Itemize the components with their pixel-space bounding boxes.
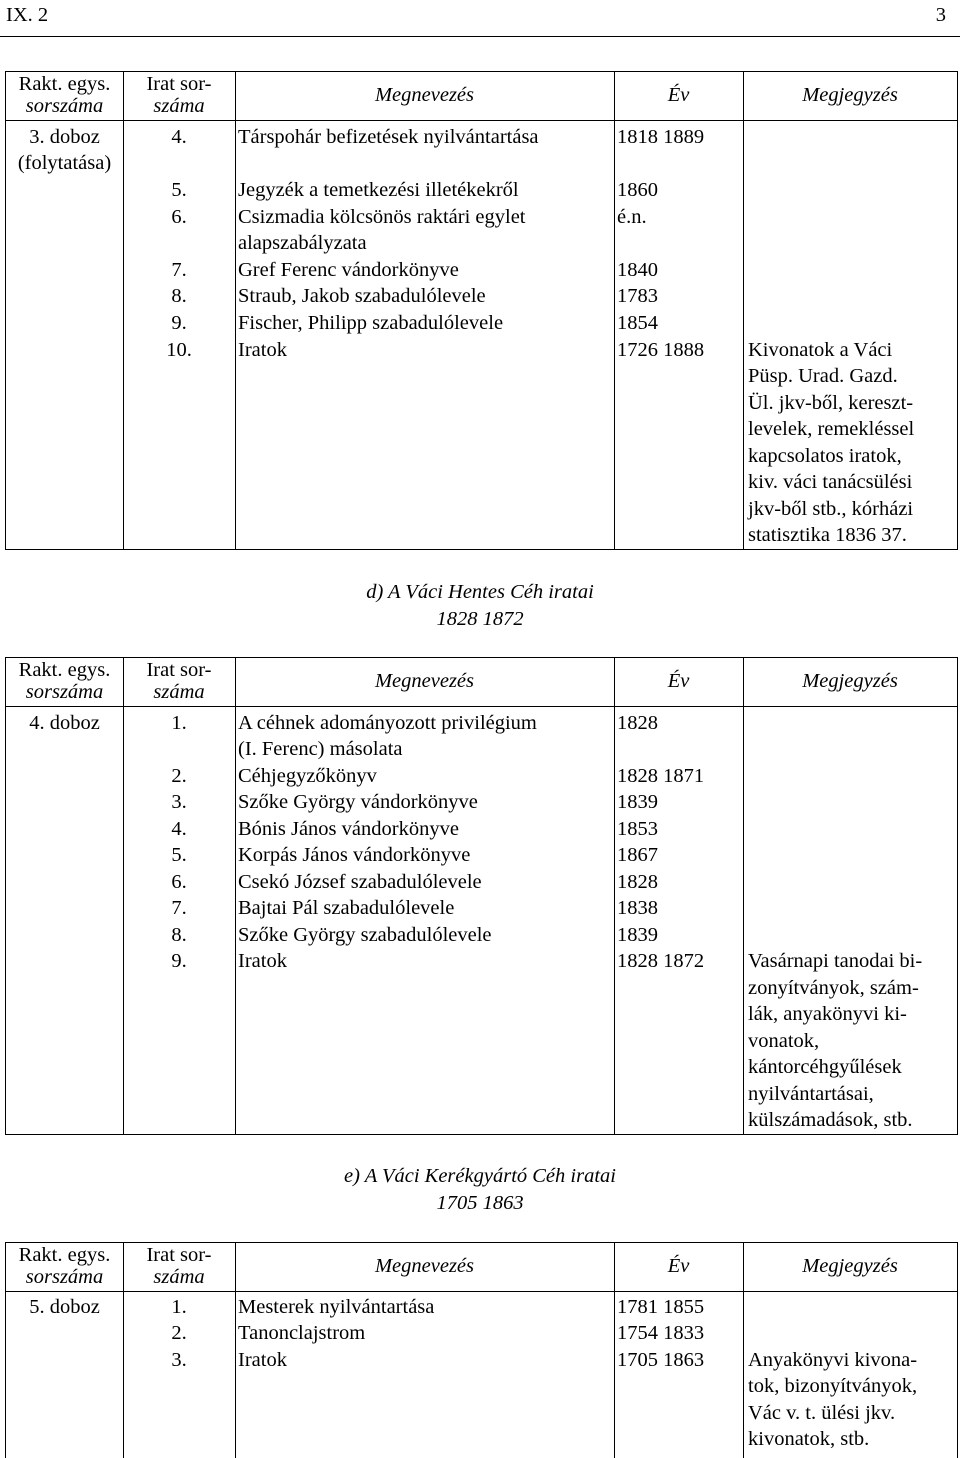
col-header-megnevezes: Megnevezés [374, 670, 475, 692]
item-note: vonatok, [748, 1030, 820, 1052]
header-divider [6, 1291, 957, 1292]
column-divider [743, 658, 744, 1134]
item-note: külszámadások, stb. [748, 1109, 913, 1131]
col-header-megjegyzes: Megjegyzés [802, 84, 898, 106]
page-number: 3 [935, 4, 946, 26]
table-5-doboz [5, 1242, 958, 1458]
column-divider [235, 72, 236, 549]
col-header-irat-line2: száma [153, 681, 205, 703]
item-note: Vasárnapi tanodai bi- [748, 950, 923, 972]
item-year: 1828 1871 [617, 765, 705, 787]
col-header-irat-line1: Irat sor- [146, 1244, 212, 1266]
col-header-rakt [6, 1244, 123, 1288]
item-number: 3. [171, 791, 187, 813]
col-header-megjegyzes: Megjegyzés [802, 670, 898, 692]
item-note: tok, bizonyítványok, [748, 1375, 918, 1397]
item-name: Iratok [238, 950, 287, 972]
item-name: Straub, Jakob szabadulólevele [238, 285, 486, 307]
col-header-rakt-line2: sorszáma [25, 1266, 104, 1288]
item-name: Bajtai Pál szabadulólevele [238, 897, 455, 919]
section-years: 1828 1872 [436, 608, 524, 630]
col-header-rakt-line2: sorszáma [25, 95, 104, 117]
item-note: zonyítványok, szám- [748, 977, 919, 999]
col-header-ev: Év [667, 1255, 690, 1277]
item-number: 1. [171, 1296, 187, 1318]
page-section-label: IX. 2 [6, 4, 49, 26]
item-number: 5. [171, 179, 187, 201]
item-name: Fischer, Philipp szabadulólevele [238, 312, 504, 334]
item-year: 1853 [617, 818, 658, 840]
col-header-irat-line2: száma [153, 95, 205, 117]
item-note: kapcsolatos iratok, [748, 445, 902, 467]
item-note: Anyakönyvi kivona- [748, 1349, 918, 1371]
item-name: Csekó József szabadulólevele [238, 871, 482, 893]
item-year: 1705 1863 [617, 1349, 705, 1371]
item-number: 1. [171, 712, 187, 734]
col-header-rakt-line1: Rakt. egys. [18, 73, 111, 95]
item-number: 4. [171, 818, 187, 840]
item-note: Ül. jkv-ből, kereszt- [748, 392, 914, 414]
item-year: 1783 [617, 285, 658, 307]
item-number: 2. [171, 765, 187, 787]
col-header-ev: Év [667, 84, 690, 106]
item-year: 1840 [617, 259, 658, 281]
box-label: 3. doboz [29, 126, 100, 148]
item-name: A céhnek adományozott privilégium [238, 712, 537, 734]
col-header-rakt [6, 73, 123, 117]
item-note: lák, anyakönyvi ki- [748, 1003, 907, 1025]
item-note: statisztika 1836 37. [748, 524, 907, 546]
item-year: 1828 [617, 871, 658, 893]
item-number: 3. [171, 1349, 187, 1371]
col-header-megnevezes: Megnevezés [374, 84, 475, 106]
box-label: 4. doboz [29, 712, 100, 734]
item-year: 1860 [617, 179, 658, 201]
item-name-continued: (I. Ferenc) másolata [238, 738, 403, 760]
item-name: Csizmadia kölcsönös raktári egylet [238, 206, 526, 228]
item-note: levelek, remekléssel [748, 418, 915, 440]
item-name: Szőke György vándorkönyve [238, 791, 478, 813]
item-number: 6. [171, 206, 187, 228]
section-title: e) A Váci Kerékgyártó Céh iratai [344, 1165, 616, 1187]
item-name: Tanonclajstrom [238, 1322, 366, 1344]
item-name: Iratok [238, 1349, 287, 1371]
col-header-irat-line2: száma [153, 1266, 205, 1288]
item-note: jkv-ből stb., kórházi [748, 498, 914, 520]
item-name: Jegyzék a temetkezési illetékekről [238, 179, 519, 201]
item-note: kántorcéhgyűlések [748, 1056, 902, 1078]
column-divider [743, 72, 744, 549]
item-year: 1839 [617, 924, 658, 946]
item-name: Társpohár befizetések nyilvántartása [238, 126, 539, 148]
col-header-irat [123, 659, 235, 703]
item-number: 8. [171, 924, 187, 946]
header-divider [6, 706, 957, 707]
col-header-irat [123, 1244, 235, 1288]
item-year: 1818 1889 [617, 126, 705, 148]
item-number: 5. [171, 844, 187, 866]
item-number: 10. [166, 339, 192, 361]
item-year: 1838 [617, 897, 658, 919]
item-year: 1854 [617, 312, 658, 334]
table-4-doboz [5, 657, 958, 1135]
item-number: 4. [171, 126, 187, 148]
item-note: nyilvántartásai, [748, 1083, 874, 1105]
item-number: 2. [171, 1322, 187, 1344]
item-year: 1828 [617, 712, 658, 734]
column-divider [235, 658, 236, 1134]
col-header-megnevezes: Megnevezés [374, 1255, 475, 1277]
col-header-rakt-line1: Rakt. egys. [18, 659, 111, 681]
item-number: 8. [171, 285, 187, 307]
item-number: 9. [171, 312, 187, 334]
item-year: 1828 1872 [617, 950, 705, 972]
col-header-rakt [6, 659, 123, 703]
item-name: Mesterek nyilvántartása [238, 1296, 435, 1318]
item-year: 1726 1888 [617, 339, 705, 361]
item-name: Szőke György szabadulólevele [238, 924, 492, 946]
item-number: 7. [171, 259, 187, 281]
column-divider [614, 658, 615, 1134]
item-year: 1754 1833 [617, 1322, 705, 1344]
item-note: Vác v. t. ülési jkv. [748, 1402, 896, 1424]
item-year: é.n. [617, 206, 647, 228]
col-header-irat-line1: Irat sor- [146, 73, 212, 95]
header-divider [6, 120, 957, 121]
col-header-megjegyzes: Megjegyzés [802, 1255, 898, 1277]
item-year: 1781 1855 [617, 1296, 705, 1318]
header-rule [0, 36, 960, 37]
item-name-continued: alapszabályzata [238, 232, 367, 254]
section-years: 1705 1863 [436, 1192, 524, 1214]
item-name: Céhjegyzőkönyv [238, 765, 377, 787]
item-year: 1867 [617, 844, 658, 866]
item-number: 7. [171, 897, 187, 919]
col-header-rakt-line2: sorszáma [25, 681, 104, 703]
item-note: Püsp. Urad. Gazd. [748, 365, 898, 387]
table-3-doboz [5, 71, 958, 550]
col-header-rakt-line1: Rakt. egys. [18, 1244, 111, 1266]
item-number: 9. [171, 950, 187, 972]
item-name: Iratok [238, 339, 287, 361]
col-header-irat-line1: Irat sor- [146, 659, 212, 681]
box-label-continued: (folytatása) [17, 152, 112, 174]
item-note: kivonatok, stb. [748, 1428, 870, 1450]
item-year: 1839 [617, 791, 658, 813]
section-title: d) A Váci Hentes Céh iratai [366, 581, 594, 603]
column-divider [614, 72, 615, 549]
col-header-ev: Év [667, 670, 690, 692]
item-name: Bónis János vándorkönyve [238, 818, 459, 840]
col-header-irat [123, 73, 235, 117]
item-number: 6. [171, 871, 187, 893]
item-note: Kivonatok a Váci [748, 339, 893, 361]
box-label: 5. doboz [29, 1296, 100, 1318]
item-name: Korpás János vándorkönyve [238, 844, 471, 866]
item-name: Gref Ferenc vándorkönyve [238, 259, 459, 281]
item-note: kiv. váci tanácsülési [748, 471, 913, 493]
